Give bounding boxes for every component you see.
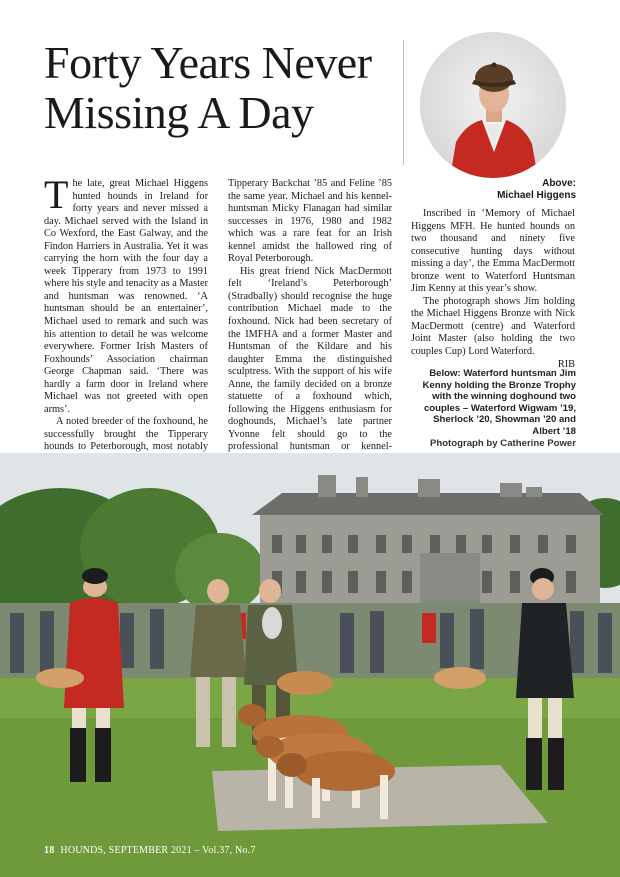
paragraph: His great friend Nick MacDermott felt ‘Ireland’s Peterborough’ (Stradbally) should recognise the huge contribution Michael made to the foxhound. Nick had been secretary of the IMFHA and a former Master and Huntsman of the Kildare and his daughter Emma the distinguished sculptress. With the support of his wife Anne, the family decided on a bronze statuette of a foxhound which, following the Higgens enthusiasm for doghounds, Michael’s late partner Yvonne felt should go to the professional huntsman or kennel- xyxy=(228,265,392,453)
article-column-1 xyxy=(44,172,208,492)
caption-above-name: Michael Higgens xyxy=(497,190,576,201)
paragraph: The photograph shows Jim holding the Michael Higgens Bronze with Nick MacDermott (centre) and Waterford Joint Master (also holding the two couples Cup) Lord Waterford. xyxy=(411,295,575,358)
column-divider xyxy=(403,40,404,165)
photo-caption-below xyxy=(411,368,576,449)
page-number: 18 xyxy=(44,845,55,856)
paragraph: he late, great Michael Higgens hunted hounds in Ireland for forty years and never missed a day. Michael served with the Island in Co Wexford, the East Galway, and the Findon Harriers in Australia. Yet it was carrying the horn with the four day a week Tipperary from 1973 to 1991 where his style and tenacity as a Master and huntsman was renowned. ‘A huntsman should be an entertainer’, Michael used to remark and such was his attention to detail he was welcome everywhere. Former Irish Masters of Foxhounds’ Association chairman George Chapman said. ‘There was hardly a farm door in Ireland where Michael was not greeted with open arms’. xyxy=(44,178,208,415)
article-column-2 xyxy=(228,178,392,479)
hound-show-photo xyxy=(0,453,620,877)
paragraph: Tipperary Backchat ’85 and Feline ’85 the same year. Michael and his kennel-huntsman Micky Flanagan had similar successes in 1976, 1980 and 1982 which was a rare feat for an Irish kennel amidst the hallowed ring of Royal Peterborough. xyxy=(228,178,392,265)
caption-above-label: Above: xyxy=(542,178,576,189)
author-signature: RIB xyxy=(557,358,575,370)
photo-credit: Photograph by Catherine Power xyxy=(429,437,576,449)
portrait-photo xyxy=(420,32,566,178)
photo-caption-above xyxy=(430,178,576,202)
caption-below-text: Below: Waterford huntsman Jim Kenny holding the Bronze Trophy with the winning doghound two couples – Waterford Wigwam ’19, Sherlock ’20, Showman ’20 and Albert ’18 xyxy=(422,368,576,437)
page-footer xyxy=(44,845,256,856)
paragraph: Inscribed in ‘Memory of Michael Higgens MFH. He hunted hounds on two thousand and ninety five consecutive hunting days without missing a day’, the Emma MacDermott bronze went to Waterford Huntsman Jim Kenny at this year’s show. xyxy=(411,208,575,295)
article-column-3 xyxy=(411,208,575,371)
paragraph: A noted breeder of the foxhound, he successfully brought the Tipperary hounds to Peterborough, most notably xyxy=(44,416,208,453)
drop-cap: T xyxy=(44,172,69,217)
article-headline: Forty Years Never Missing A Day xyxy=(44,37,372,138)
publication-info: HOUNDS, SEPTEMBER 2021 – Vol.37, No.7 xyxy=(60,845,256,856)
